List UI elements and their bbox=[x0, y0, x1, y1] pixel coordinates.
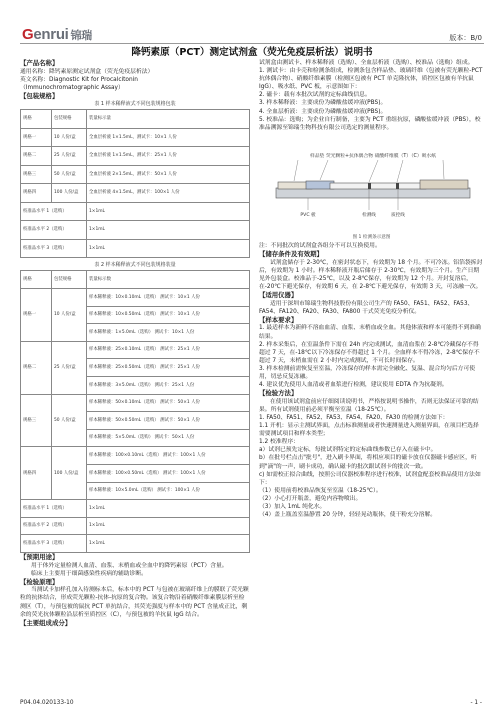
table-cell: 全血层析液 1×1.5mL，测试卡：10×1 人份 bbox=[87, 128, 250, 147]
table-cell: 1×1mL bbox=[87, 500, 250, 518]
table-cell: 25 人份/盒 bbox=[52, 341, 87, 394]
left-column bbox=[20, 59, 250, 627]
table-row bbox=[21, 165, 250, 184]
section-instruments: 【适用仪器】 bbox=[259, 291, 298, 300]
section-components: 【主要组成成分】 bbox=[20, 618, 72, 627]
component-item-4: 4. 全血层析液：主要成份为磷酸盐缓冲液(PBS)。 bbox=[259, 108, 387, 115]
logo-latin-text: enrui bbox=[33, 26, 69, 43]
table-1 bbox=[20, 109, 250, 258]
nc-membrane bbox=[330, 183, 426, 189]
name-line-2: 英文名称：Diagnostic Kit for Procalcitonin bbox=[20, 76, 138, 83]
method-step: a）试剂已预先定标，每批试剂特定的定标曲线参数已存入在磁卡中。 bbox=[259, 447, 437, 454]
table-cell: 1×1mL bbox=[87, 221, 250, 240]
intended-use-text: 用于体外定量检测人血清、血浆、末梢血或全血中的降钙素原（PCT）含量。 bbox=[31, 562, 228, 569]
table-cell: 1×1mL bbox=[87, 239, 250, 258]
method-step: 1.2 校准程序： bbox=[259, 439, 300, 446]
version-label: 版本：B/0 bbox=[449, 34, 482, 42]
table1-caption: 表 1 样本稀释液式不同包装规格包装 bbox=[94, 101, 176, 108]
intended-use-text-2: 临床上主要用于细菌感染性疾病的辅助诊断。 bbox=[31, 570, 147, 577]
right-column-top bbox=[259, 59, 484, 132]
table-cell: 规格一 bbox=[21, 128, 52, 147]
table-cell: 100 人份/盒 bbox=[52, 184, 87, 203]
method-intro: 在使用该试剂盒前应仔细阅读说明书，严格按说明书操作，否则无法保证可靠的结果。所有试剂使用前必须平衡至室温（18-25℃）。 bbox=[259, 398, 479, 413]
table-cell: 全血层析液 2×1.5mL，测试卡：50×1 人份 bbox=[87, 165, 250, 184]
sample-item-1: 1. 最适样本为新鲜不溶血血清、血浆、末梢血或全血。其他体液和样本可能得不到准确结果。 bbox=[259, 325, 481, 340]
table-cell: 1×1mL bbox=[87, 517, 250, 535]
table-cell: 25 人份/盒 bbox=[52, 147, 87, 166]
instruments-text: 适用于深圳市锦瑞生物科技股份有限公司生产的 FA50、FA51、FA52、FA53、FA54、FA120、FA20、FA30、FA800 干式荧光免疫分析仪。 bbox=[259, 300, 474, 315]
table-cell: 样本稀释液：100×0.50mL（选购） 测试卡：100×1 人份 bbox=[87, 465, 250, 483]
section-intended-use: 【预期用途】 bbox=[20, 552, 59, 561]
table-row bbox=[21, 128, 250, 147]
component-item-2: 2. 磁卡：载有本批次试剂的定标曲线信息。 bbox=[259, 92, 371, 99]
component-item-1: 1. 测试卡：由卡壳和检测条组成，检测条包含样品垫、玻璃纤维（包被有荧光颗粒-PCT 抗体偶合物）、硝酸纤维素膜（检测区包被有 PCT 单克隆抗体，质控区包被有羊抗鼠 IgG）、吸水纸、PVC 板，示意图如下： bbox=[259, 68, 483, 91]
pvc-backing bbox=[276, 188, 470, 198]
table-cell: 校准品水平 2（选购） bbox=[21, 517, 87, 535]
table2-caption: 表 2 样本稀释液式不同包装规格装量 bbox=[94, 262, 176, 269]
name-line-1: 通用名称：降钙素原测定试剂盒（荧光免疫层析法） bbox=[20, 68, 154, 75]
logo-mark: G bbox=[22, 26, 34, 43]
note-text: 注：不同批次的试剂盒各组分不可以互换使用。 bbox=[259, 243, 381, 249]
absorbent-pad bbox=[420, 180, 468, 189]
method-step: （3）加入 1mL 纯化水。 bbox=[259, 504, 326, 510]
control-line-label: 质控线 bbox=[391, 213, 405, 218]
table-row bbox=[21, 394, 250, 412]
table-cell: 校准品水平 1（选购） bbox=[21, 500, 87, 518]
table-cell: 10 人份/盒 bbox=[52, 128, 87, 147]
table-cell: 样本稀释液：3×5.0mL（选购） 测试卡：25×1 人份 bbox=[87, 377, 250, 395]
table-cell: 规格四 bbox=[21, 184, 52, 203]
table-cell: 校准品水平 1（选购） bbox=[21, 202, 87, 221]
table-row bbox=[21, 500, 250, 518]
table-header-cell: 装量标示量 bbox=[87, 110, 250, 129]
section-sample: 【样本要求】 bbox=[259, 315, 298, 324]
test-line-label: 检测线 bbox=[362, 213, 376, 218]
method-step: b）在批号栏点击"批号"，进入刷卡界面，将相应项目的磁卡放在仪器磁卡感应区，听到"滴"的一声，刷卡成功，确认磁卡的批次跟试剂卡的批次一致。 bbox=[259, 455, 477, 470]
method-step: （2）小心打开瓶盖，避免内容物喷出。 bbox=[259, 495, 362, 502]
table-header-cell: 包装规格 bbox=[52, 271, 87, 289]
doc-number: P04.04.020133-10 bbox=[20, 700, 74, 706]
figure-caption: 图 1 检测条示意图 bbox=[352, 235, 391, 240]
table-row bbox=[21, 202, 250, 221]
table-row bbox=[21, 535, 250, 553]
component-item-5: 5. 校准品：选购；为企业自行制备，主要为 PCT 重组抗原，磷酸盐缓冲液（PBS），校准品溯源至锦瑞生物科技有限公司选定的测量程序。 bbox=[259, 116, 481, 131]
table-cell: 全血层析液 1×1.5mL，测试卡：25×1 人份 bbox=[87, 147, 250, 166]
components-intro: 试剂盒由测试卡、样本稀释液（选购）、全血层析液（选购）、校准品（选购）组成。 bbox=[259, 60, 474, 66]
table-row bbox=[21, 221, 250, 240]
table-cell: 50 人份/盒 bbox=[52, 394, 87, 447]
table-cell: 样本稀释液：5×5.0mL（选购） 测试卡：50×1 人份 bbox=[87, 429, 250, 447]
table-cell: 规格一 bbox=[21, 289, 52, 342]
table-cell: 样本稀释液：50×0.10mL（选购） 测试卡：50×1 人份 bbox=[87, 394, 250, 412]
table-cell: 样本稀释液：100×0.10mL（选购） 测试卡：100×1 人份 bbox=[87, 447, 250, 465]
table-cell: 样本稀释液：10×0.50mL（选购） 测试卡：10×1 人份 bbox=[87, 306, 250, 324]
storage-text: 试剂盒储存于 2-30℃，在密封状态下，有效期为 18 个月。不可冷冻。铝箔袋拆封后，有效期为 1 小时。样本稀释液开瓶后储存于 2-30℃，有效期为三个月。生产日期见外包装盒。校准品于-25℃，以及 2-8℃保存，有效期为 12 个月。开封复溶后，在-20℃下避光保存，有效期 6 天，在 2-8℃下避光保存，有效期 3 天，可冻融一次。 bbox=[259, 259, 483, 290]
table-header-cell: 包装规格 bbox=[52, 110, 87, 129]
table-cell: 1×1mL bbox=[87, 535, 250, 553]
section-storage: 【储存条件及有效期】 bbox=[259, 250, 323, 259]
table-cell: 规格三 bbox=[21, 394, 52, 447]
table-cell: 规格四 bbox=[21, 447, 52, 500]
table-row bbox=[21, 289, 250, 307]
strip-svg bbox=[268, 148, 478, 236]
table-row bbox=[21, 184, 250, 203]
table-cell: 校准品水平 3（选购） bbox=[21, 535, 87, 553]
sample-item-3: 3. 样本检测前需恢复至室温，冷冻保存的样本需完全融化、复温、混合均匀后方可使用，切忌反复冻融。 bbox=[259, 365, 476, 380]
principle-text: 当测试卡加样孔加入待测标本后，标本中的 PCT 与包被在玻璃纤维上的膜联了荧光颗粒的抗体结合，形成荧光颗粒-抗体-抗原的复合物。该复合物沿着硝酸纤维素膜层析至检测区（T），与预包被的鼠抗 PCT 单抗结合，其荧光强度与样本中的 PCT 含量成正比，剩余的荧光抗体颗粒沿层析至质控区（C），与预包被的羊抗鼠 IgG 结合。 bbox=[20, 587, 249, 618]
pvc-label: PVC 板 bbox=[300, 213, 316, 218]
table-cell: 校准品水平 3（选购） bbox=[21, 239, 87, 258]
table-cell: 100 人份/盒 bbox=[52, 447, 87, 500]
table-header-cell: 规格 bbox=[21, 110, 52, 129]
table-cell: 10 人份/盒 bbox=[52, 289, 87, 342]
table-header-cell: 规格 bbox=[21, 271, 52, 289]
method-sub: 1. FA50、FA51、FA52、FA53、FA54、FA20、FA30 的检测方法如下： bbox=[259, 414, 449, 421]
table-row bbox=[21, 147, 250, 166]
table-cell: 样本稀释液：25×0.50mL（选购） 测试卡：25×1 人份 bbox=[87, 359, 250, 377]
table-cell: 50 人份/盒 bbox=[52, 165, 87, 184]
right-column-bottom bbox=[259, 242, 484, 519]
table-cell: 样本稀释液：10×5.0mL（选购） 测试卡：100×1 人份 bbox=[87, 482, 250, 500]
section-method: 【检验方法】 bbox=[259, 389, 298, 398]
table-cell: 全血层析液 4×1.5mL，测试卡：100×1 人份 bbox=[87, 184, 250, 203]
table-cell: 规格二 bbox=[21, 341, 52, 394]
section-package: 【包装规格】 bbox=[20, 91, 59, 100]
table-row bbox=[21, 110, 250, 129]
control-line bbox=[396, 183, 399, 189]
document-title: 降钙素原（PCT）测定试剂盒（荧光免疫层析法）说明书 bbox=[131, 47, 373, 58]
table-header-cell: 装量标示数 bbox=[87, 271, 250, 289]
table-cell: 样本稀释液：1×5.0mL（选购） 测试卡：10×1 人份 bbox=[87, 324, 250, 342]
strip-top-label: 样品垫 荧光颗粒+抗体偶合物 硝酸纤维膜（T）（C）吸水纸 bbox=[309, 154, 437, 159]
table-row bbox=[21, 517, 250, 535]
table-2 bbox=[20, 270, 250, 553]
method-step: （1）使用前将校准品恢复至室温（18-25℃）。 bbox=[259, 487, 382, 494]
table-row bbox=[21, 239, 250, 258]
sample-item-2: 2. 样本采集后，在室温条件下需在 24h 内完成测试，血清血浆在 2-8℃冷藏保存不得超过 7 天，在-18℃以下冷冻保存不得超过 1 个月。全血样本不得冷冻，2-8℃保存不超过 7 天，末梢血需在 2 小时内完成测试，不可长时间保存。 bbox=[259, 341, 480, 364]
table-cell: 规格三 bbox=[21, 165, 52, 184]
company-logo bbox=[22, 26, 92, 43]
logo-cn-text: 锦瑞 bbox=[70, 30, 92, 42]
page-number: - 1 - bbox=[470, 700, 482, 706]
table-cell: 样本稀释液：50×0.50mL（选购） 测试卡：50×1 人份 bbox=[87, 412, 250, 430]
component-item-3: 3. 样本稀释液：主要成份为磷酸盐缓冲液(PBS)。 bbox=[259, 100, 387, 107]
section-product-name: 【产品名称】 bbox=[20, 59, 59, 67]
table-cell: 样本稀释液：10×0.10mL（选购） 测试卡：10×1 人份 bbox=[87, 289, 250, 307]
section-principle: 【检验原理】 bbox=[20, 577, 59, 586]
sample-item-4: 4. 建议优先使用人血清或者血浆进行检测，建议使用 EDTA 作为抗凝剂。 bbox=[259, 382, 448, 389]
table-cell: 样本稀释液：25×0.10mL（选购） 测试卡：25×1 人份 bbox=[87, 341, 250, 359]
table-row bbox=[21, 447, 250, 465]
test-strip-diagram bbox=[268, 148, 478, 236]
method-step: （4）盖上瓶盖室温静置 20 分钟，轻轻晃动瓶体，使干粉充分溶解。 bbox=[259, 512, 437, 519]
table-row bbox=[21, 271, 250, 289]
name-line-3: （Immunochromatographic Assay） bbox=[20, 84, 124, 91]
table-cell: 校准品水平 2（选购） bbox=[21, 221, 87, 240]
table-cell: 规格二 bbox=[21, 147, 52, 166]
test-line bbox=[368, 183, 371, 189]
method-step: 1.1 开机：显示主测试界面，点击标准测量或者快速测量进入测量界面，在项目栏选择需要测试项目和样本类型； bbox=[259, 423, 479, 438]
method-step: c) 如需校正拟合曲线，按照公司仪器校准程序进行校准，试剂盒配套校准品使用方法如下： bbox=[259, 471, 481, 486]
table-row bbox=[21, 341, 250, 359]
table-cell: 1×1mL bbox=[87, 202, 250, 221]
